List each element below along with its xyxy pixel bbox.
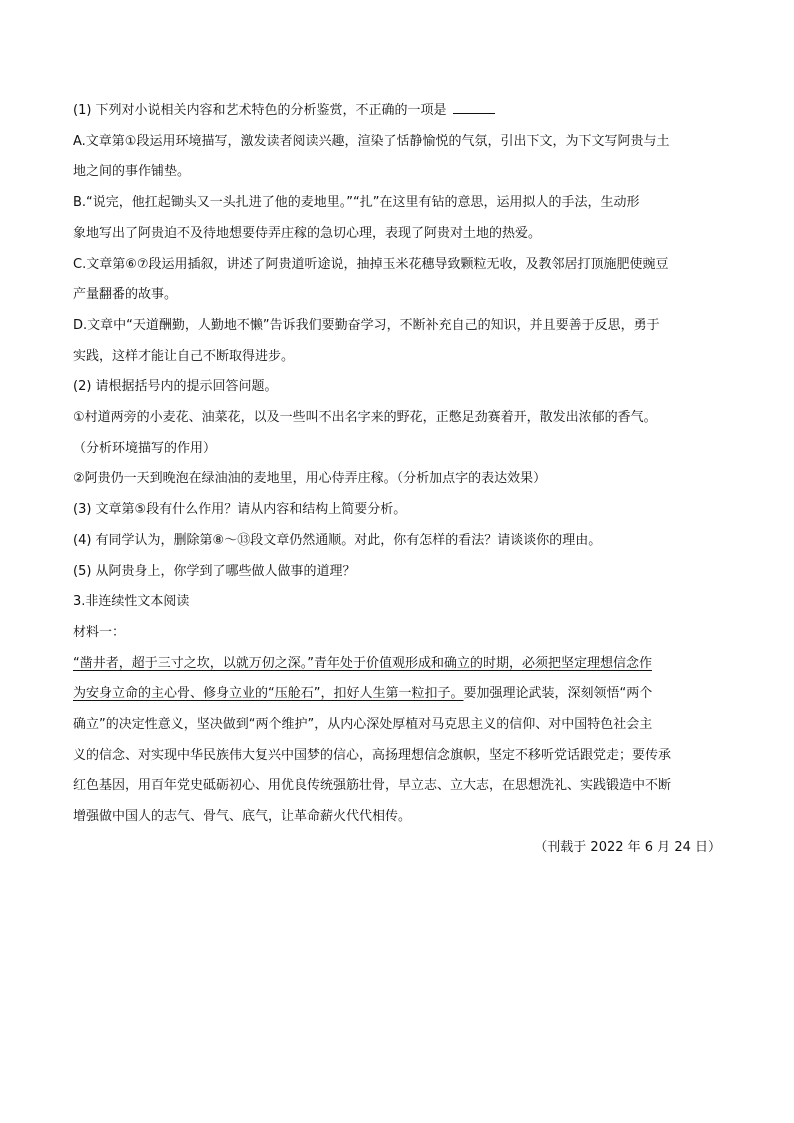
material1-line6: 增强做中国人的志气、骨气、底气，让革命薪火代代相传。 xyxy=(73,809,412,825)
material1-line4: 义的信念、对实现中华民族伟大复兴中国梦的信心，高扬理想信念旗帜，坚定不移听党话跟党走；要传承 xyxy=(73,747,672,763)
document-page xyxy=(73,96,721,864)
q1-option-d-line2: 实践，这样才能让自己不断取得进步。 xyxy=(73,348,295,364)
section3-title: 3.非连续性文本阅读 xyxy=(73,594,190,610)
material1-line2 xyxy=(73,679,721,710)
q1-option-a-line2: 地之间的事作铺垫。 xyxy=(73,164,191,180)
q2-item1-line2: （分析环境描写的作用） xyxy=(73,440,217,456)
q1-option-c-line2: 产量翻番的故事。 xyxy=(73,287,178,303)
q2-stem: (2) 请根据括号内的提示回答问题。 xyxy=(73,379,278,395)
q1-option-d-line1: D.文章中“天道酬勤，人勤地不懒”告诉我们要勤奋学习，不断补充自己的知识，并且要善于反思，勇于 xyxy=(73,317,660,333)
q2-item2-line1: ②阿贵仍一天到晚泡在绿油油的麦地里，用心侍弄庄稼。（分析加点字的表达效果） xyxy=(73,471,547,487)
q1-option-b-line2: 象地写出了阿贵迫不及待地想要侍弄庄稼的急切心理，表现了阿贵对土地的热爱。 xyxy=(73,225,542,241)
q1-stem xyxy=(73,96,721,127)
q2-item1-line1: ①村道两旁的小麦花、油菜花，以及一些叫不出名字来的野花，正憋足劲赛着开，散发出浓郁的香气。 xyxy=(73,410,657,426)
q5-stem: (5) 从阿贵身上，你学到了哪些做人做事的道理？ xyxy=(73,563,356,579)
material1-label: 材料一： xyxy=(73,624,126,640)
material1-line2-underlined: 为安身立命的主心骨、修身立业的“压舱石”，扣好人生第一粒扣子。 xyxy=(73,686,464,702)
q1-option-b-line1: B.“说完，他扛起锄头又一头扎进了他的麦地里。”“扎”在这里有钻的意思，运用拟人的手法，生动形 xyxy=(73,195,640,211)
material1-line2-rest: 要加强理论武装，深刻领悟“两个 xyxy=(463,686,653,702)
q4-stem: (4) 有同学认为，删除第⑧～⑬段文章仍然通顺。对此，你有怎样的看法？请谈谈你的理由。 xyxy=(73,532,602,548)
q1-option-a-line1: A.文章第①段运用环境描写，激发读者阅读兴趣，渲染了恬静愉悦的气氛，引出下文，为下文写阿贵与土 xyxy=(73,133,670,149)
q3-stem: (3) 文章第⑤段有什么作用？请从内容和结构上简要分析。 xyxy=(73,502,407,518)
q1-option-c-line1: C.文章第⑥⑦段运用插叙，讲述了阿贵道听途说，抽掉玉米花穗导致颗粒无收，及教邻居打顶施肥使豌豆 xyxy=(73,256,669,272)
material1-source: （刊载于 2022 年 6 月 24 日） xyxy=(534,839,721,855)
answer-blank xyxy=(453,101,495,114)
material1-line5: 红色基因，用百年党史砥砺初心、用优良传统强筋壮骨，早立志、立大志，在思想洗礼、实践锻造中不断 xyxy=(73,778,672,794)
material1-line3: 确立”的决定性意义，坚决做到“两个维护”，从内心深处厚植对马克思主义的信仰、对中国特色社会主 xyxy=(73,717,653,733)
q1-stem-text: (1) 下列对小说相关内容和艺术特色的分析鉴赏，不正确的一项是 xyxy=(73,103,447,118)
material1-line1-underlined: “凿井者，超于三寸之坎，以就万仞之深。”青年处于价值观形成和确立的时期，必须把坚定理想信念作 xyxy=(73,655,652,671)
